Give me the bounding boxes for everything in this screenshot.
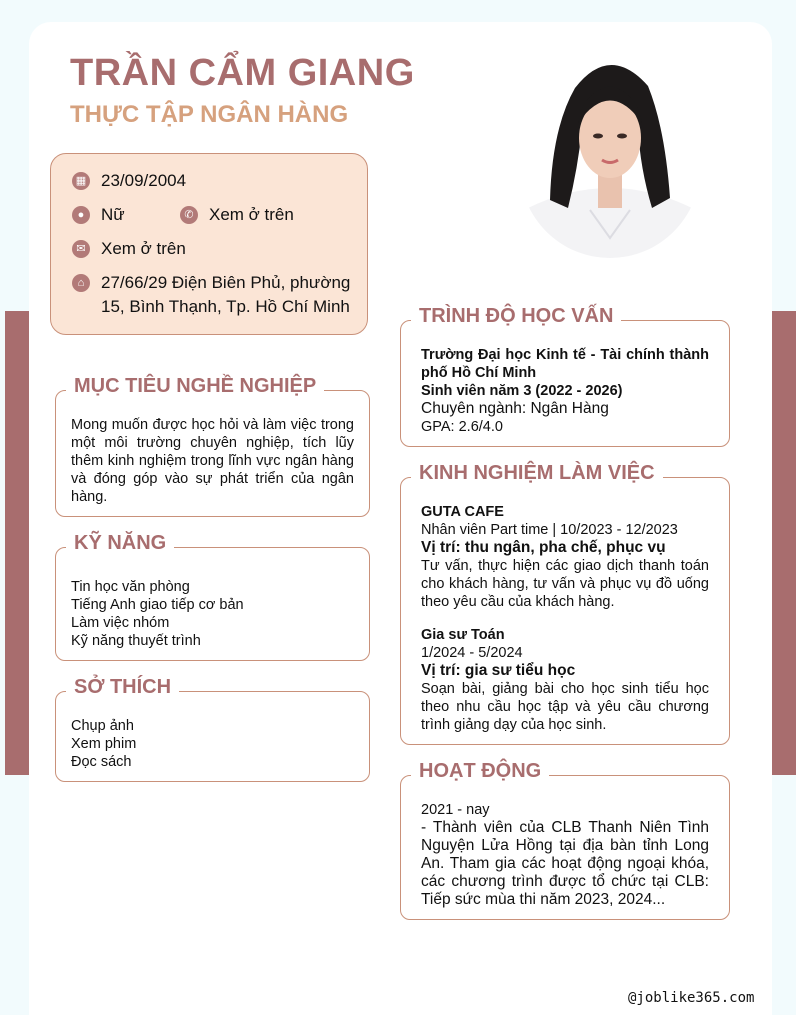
activities-section (400, 760, 730, 920)
footer-handle: @joblike365.com (628, 990, 755, 1006)
home-icon: ⌂ (72, 274, 90, 292)
skill-item: Làm việc nhóm (71, 615, 170, 631)
activities-title: HOẠT ĐỘNG (411, 760, 549, 783)
skill-item: Tin học văn phòng (71, 579, 190, 595)
job-period: 1/2024 - 5/2024 (421, 645, 523, 661)
job-role: Vị trí: gia sư tiểu học (421, 662, 576, 679)
education-major: Chuyên ngành: Ngân Hàng (421, 400, 609, 417)
activity-period: 2021 - nay (421, 802, 490, 818)
birthday: 23/09/2004 (101, 171, 187, 190)
skills-section (55, 532, 370, 661)
skill-item: Tiếng Anh giao tiếp cơ bản (71, 597, 244, 613)
activity-description: - Thành viên của CLB Thanh Niên Tình Nguyện Lửa Hồng tại địa bàn tỉnh Long An. Tham gia các hoạt động ngoại khóa, các chương trình được tổ chức tại CLB: Tiếp sức mùa thi năm 2023, 2024... (421, 819, 709, 908)
objective-section (55, 375, 370, 517)
email: Xem ở trên (101, 239, 186, 258)
job-position: THỰC TẬP NGÂN HÀNG (70, 101, 349, 128)
hobby-item: Đọc sách (71, 754, 132, 770)
hobbies-section (55, 676, 370, 782)
gender-icon: ● (72, 206, 90, 224)
experience-section (400, 462, 730, 745)
experience-title: KINH NGHIỆM LÀM VIỆC (411, 462, 663, 485)
address-line-1: 27/66/29 Điện Biên Phủ, phường (101, 273, 351, 292)
objective-text: Mong muốn được học hỏi và làm việc trong một môi trường chuyên nghiệp, tích lũy thêm kinh nghiệm trong lĩnh vực ngân hàng và đóng góp vào sự phát triển của ngân hàng. (71, 417, 354, 505)
right-accent-bar (772, 311, 796, 775)
skills-title: KỸ NĂNG (66, 532, 174, 555)
skill-item: Kỹ năng thuyết trình (71, 633, 201, 649)
job-description: Soạn bài, giảng bài cho học sinh tiểu học theo nhu cầu học tập và yêu cầu chương trình giảng dạy của học sinh. (421, 681, 709, 733)
education-gpa: GPA: 2.6/4.0 (421, 419, 503, 435)
address-line-2: 15, Bình Thạnh, Tp. Hồ Chí Minh (101, 297, 350, 316)
hobby-item: Chụp ảnh (71, 718, 134, 734)
left-accent-bar (5, 311, 29, 775)
objective-title: MỤC TIÊU NGHỀ NGHIỆP (66, 375, 324, 398)
job-period: Nhân viên Part time | 10/2023 - 12/2023 (421, 522, 678, 538)
phone: Xem ở trên (209, 205, 294, 224)
hobbies-title: SỞ THÍCH (66, 676, 179, 699)
education-section (400, 305, 730, 447)
phone-icon: ✆ (180, 206, 198, 224)
job-company: GUTA CAFE (421, 504, 504, 520)
hobby-item: Xem phim (71, 736, 137, 752)
education-title: TRÌNH ĐỘ HỌC VẤN (411, 305, 621, 328)
job-role: Vị trí: thu ngân, pha chế, phục vụ (421, 539, 666, 556)
gender: Nữ (101, 205, 125, 224)
contact-card (50, 153, 368, 335)
education-year: Sinh viên năm 3 (2022 - 2026) (421, 383, 623, 399)
job-description: Tư vấn, thực hiện các giao dịch thanh toán cho khách hàng, tư vấn và phục vụ đồ uống theo yêu cầu của khách hàng. (421, 558, 709, 610)
job-company: Gia sư Toán (421, 627, 505, 643)
candidate-name: TRẦN CẨM GIANG (70, 52, 415, 94)
email-icon: ✉ (72, 240, 90, 258)
education-school: Trường Đại học Kinh tế - Tài chính thành phố Hồ Chí Minh (421, 347, 709, 381)
calendar-icon: ▦ (72, 172, 90, 190)
profile-photo (520, 48, 700, 258)
